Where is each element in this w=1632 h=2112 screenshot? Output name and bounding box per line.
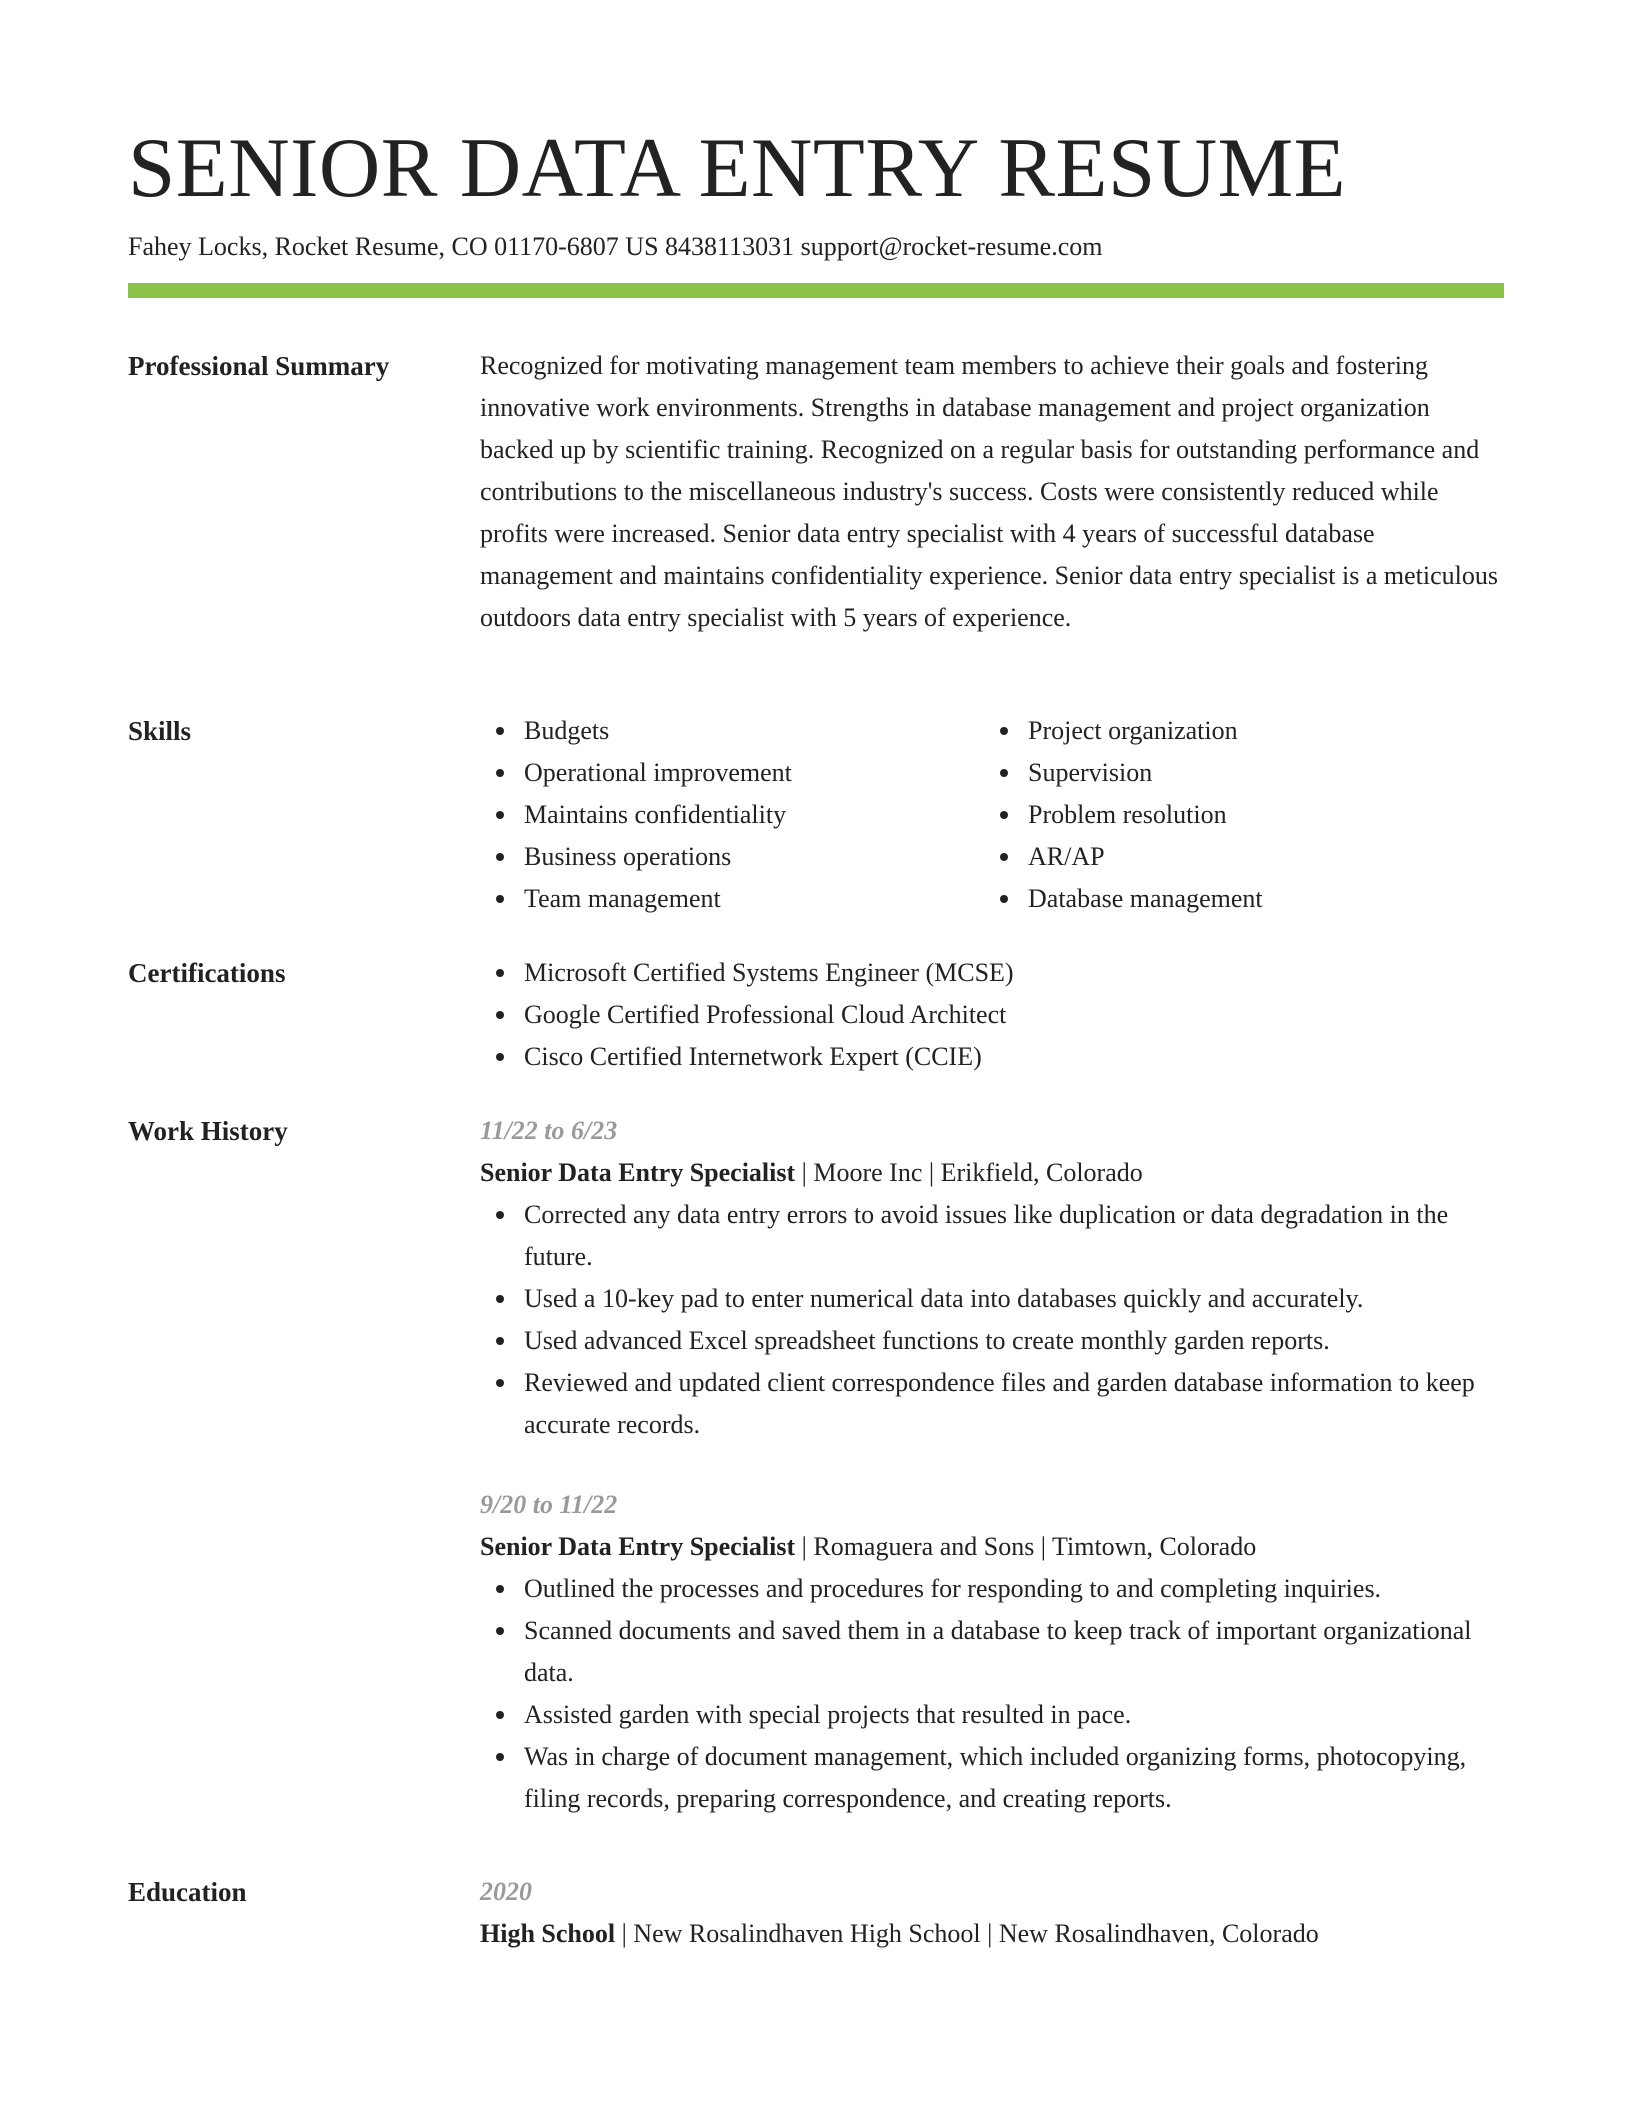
job-title-line	[480, 1526, 1504, 1568]
bullet-dot	[496, 1627, 504, 1635]
skill-item	[480, 752, 984, 794]
job-duties-list	[480, 1194, 1504, 1446]
job-duty-item	[480, 1194, 1504, 1278]
bullet-dot	[1000, 853, 1008, 861]
skill-item	[480, 794, 984, 836]
education-body	[480, 1871, 1504, 1955]
education-date: 2020	[480, 1877, 532, 1906]
education-line	[480, 1913, 1504, 1955]
job-duty-item	[480, 1320, 1504, 1362]
skill-text: Operational improvement	[524, 758, 792, 787]
summary-body	[480, 345, 1504, 639]
skills-list-right	[984, 710, 1488, 920]
skill-item	[984, 752, 1488, 794]
job-duties-list	[480, 1568, 1504, 1820]
bullet-dot	[496, 853, 504, 861]
skill-text: Problem resolution	[1028, 800, 1227, 829]
skill-item	[984, 836, 1488, 878]
skill-item	[984, 710, 1488, 752]
certifications-list	[480, 952, 1504, 1078]
resume-page	[128, 118, 1504, 1948]
job-duty-text: Was in charge of document management, which included organizing forms, photocopying, filing records, preparing correspondence, and creating reports.	[524, 1742, 1467, 1813]
skill-text: Maintains confidentiality	[524, 800, 787, 829]
skill-text: Business operations	[524, 842, 732, 871]
contact-line: Fahey Locks, Rocket Resume, CO 01170-6807 US 8438113031 support@rocket-resume.com	[128, 232, 1103, 261]
bullet-dot	[1000, 769, 1008, 777]
skill-text: AR/AP	[1028, 842, 1105, 871]
bullet-dot	[1000, 895, 1008, 903]
job-duty-item	[480, 1694, 1504, 1736]
skills-list-left	[480, 710, 984, 920]
certification-item	[480, 994, 1504, 1036]
skill-text: Supervision	[1028, 758, 1153, 787]
skill-text: Project organization	[1028, 716, 1238, 745]
job-duty-item	[480, 1610, 1504, 1694]
job-details: | Romaguera and Sons | Timtown, Colorado	[795, 1532, 1257, 1561]
bullet-dot	[496, 811, 504, 819]
certification-text: Google Certified Professional Cloud Architect	[524, 1000, 1007, 1029]
certification-text: Microsoft Certified Systems Engineer (MCSE)	[524, 958, 1014, 987]
skills-body	[480, 710, 1504, 920]
summary-label: Professional Summary	[128, 351, 390, 381]
certifications-body	[480, 952, 1504, 1078]
bullet-dot	[496, 1753, 504, 1761]
bullet-dot	[496, 1211, 504, 1219]
work-history-body	[480, 1110, 1504, 1820]
bullet-dot	[1000, 811, 1008, 819]
job-duty-text: Used advanced Excel spreadsheet functions to create monthly garden reports.	[524, 1326, 1330, 1355]
bullet-dot	[496, 1295, 504, 1303]
skills-label: Skills	[128, 716, 192, 746]
certification-item	[480, 952, 1504, 994]
job-details: | Moore Inc | Erikfield, Colorado	[795, 1158, 1143, 1187]
skill-text: Database management	[1028, 884, 1263, 913]
education-degree: High School	[480, 1919, 616, 1948]
skill-text: Budgets	[524, 716, 610, 745]
certifications-label: Certifications	[128, 958, 286, 988]
bullet-dot	[496, 1011, 504, 1019]
accent-divider	[128, 283, 1504, 298]
resume-title: SENIOR DATA ENTRY RESUME	[128, 121, 1347, 215]
job-duty-item	[480, 1736, 1504, 1820]
skill-text: Team management	[524, 884, 721, 913]
job-duty-text: Corrected any data entry errors to avoid issues like duplication or data degradation in the future.	[524, 1200, 1449, 1271]
job-duty-text: Outlined the processes and procedures for responding to and completing inquiries.	[524, 1574, 1382, 1603]
certification-item	[480, 1036, 1504, 1078]
skill-item	[984, 878, 1488, 920]
bullet-dot	[496, 1711, 504, 1719]
bullet-dot	[496, 1337, 504, 1345]
job-duty-item	[480, 1362, 1504, 1446]
education-label: Education	[128, 1877, 247, 1907]
job-duty-text: Assisted garden with special projects that resulted in pace.	[524, 1700, 1132, 1729]
job-date: 9/20 to 11/22	[480, 1490, 618, 1519]
job-entry	[480, 1484, 1504, 1820]
education-details: | New Rosalindhaven High School | New Rosalindhaven, Colorado	[615, 1919, 1319, 1948]
bullet-dot	[496, 895, 504, 903]
skill-item	[480, 836, 984, 878]
skill-item	[984, 794, 1488, 836]
skill-item	[480, 878, 984, 920]
job-duty-text: Scanned documents and saved them in a database to keep track of important organizational data.	[524, 1616, 1472, 1687]
job-duty-item	[480, 1568, 1504, 1610]
job-title-line	[480, 1152, 1504, 1194]
job-duty-item	[480, 1278, 1504, 1320]
job-duty-text: Used a 10-key pad to enter numerical data into databases quickly and accurately.	[524, 1284, 1364, 1313]
summary-text: Recognized for motivating management team members to achieve their goals and fostering innovative work environments. Strengths in database management and project organization backed up by scientific training. Recognized on a regular basis for outstanding performance and contributions to the miscellaneous industry's success. Costs were consistently reduced while profits were increased. Senior data entry specialist with 4 years of successful database management and maintains confidentiality experience. Senior data entry specialist is a meticulous outdoors data entry specialist with 5 years of experience.	[480, 351, 1498, 632]
bullet-dot	[496, 769, 504, 777]
job-role: Senior Data Entry Specialist	[480, 1158, 796, 1187]
certification-text: Cisco Certified Internetwork Expert (CCIE)	[524, 1042, 982, 1071]
bullet-dot	[496, 1053, 504, 1061]
skill-item	[480, 710, 984, 752]
bullet-dot	[1000, 727, 1008, 735]
job-duty-text: Reviewed and updated client correspondence files and garden database information to keep accurate records.	[524, 1368, 1475, 1439]
bullet-dot	[496, 1379, 504, 1387]
bullet-dot	[496, 1585, 504, 1593]
bullet-dot	[496, 727, 504, 735]
bullet-dot	[496, 969, 504, 977]
job-date: 11/22 to 6/23	[480, 1116, 618, 1145]
job-entry	[480, 1110, 1504, 1446]
work-history-label: Work History	[128, 1116, 288, 1146]
job-role: Senior Data Entry Specialist	[480, 1532, 796, 1561]
